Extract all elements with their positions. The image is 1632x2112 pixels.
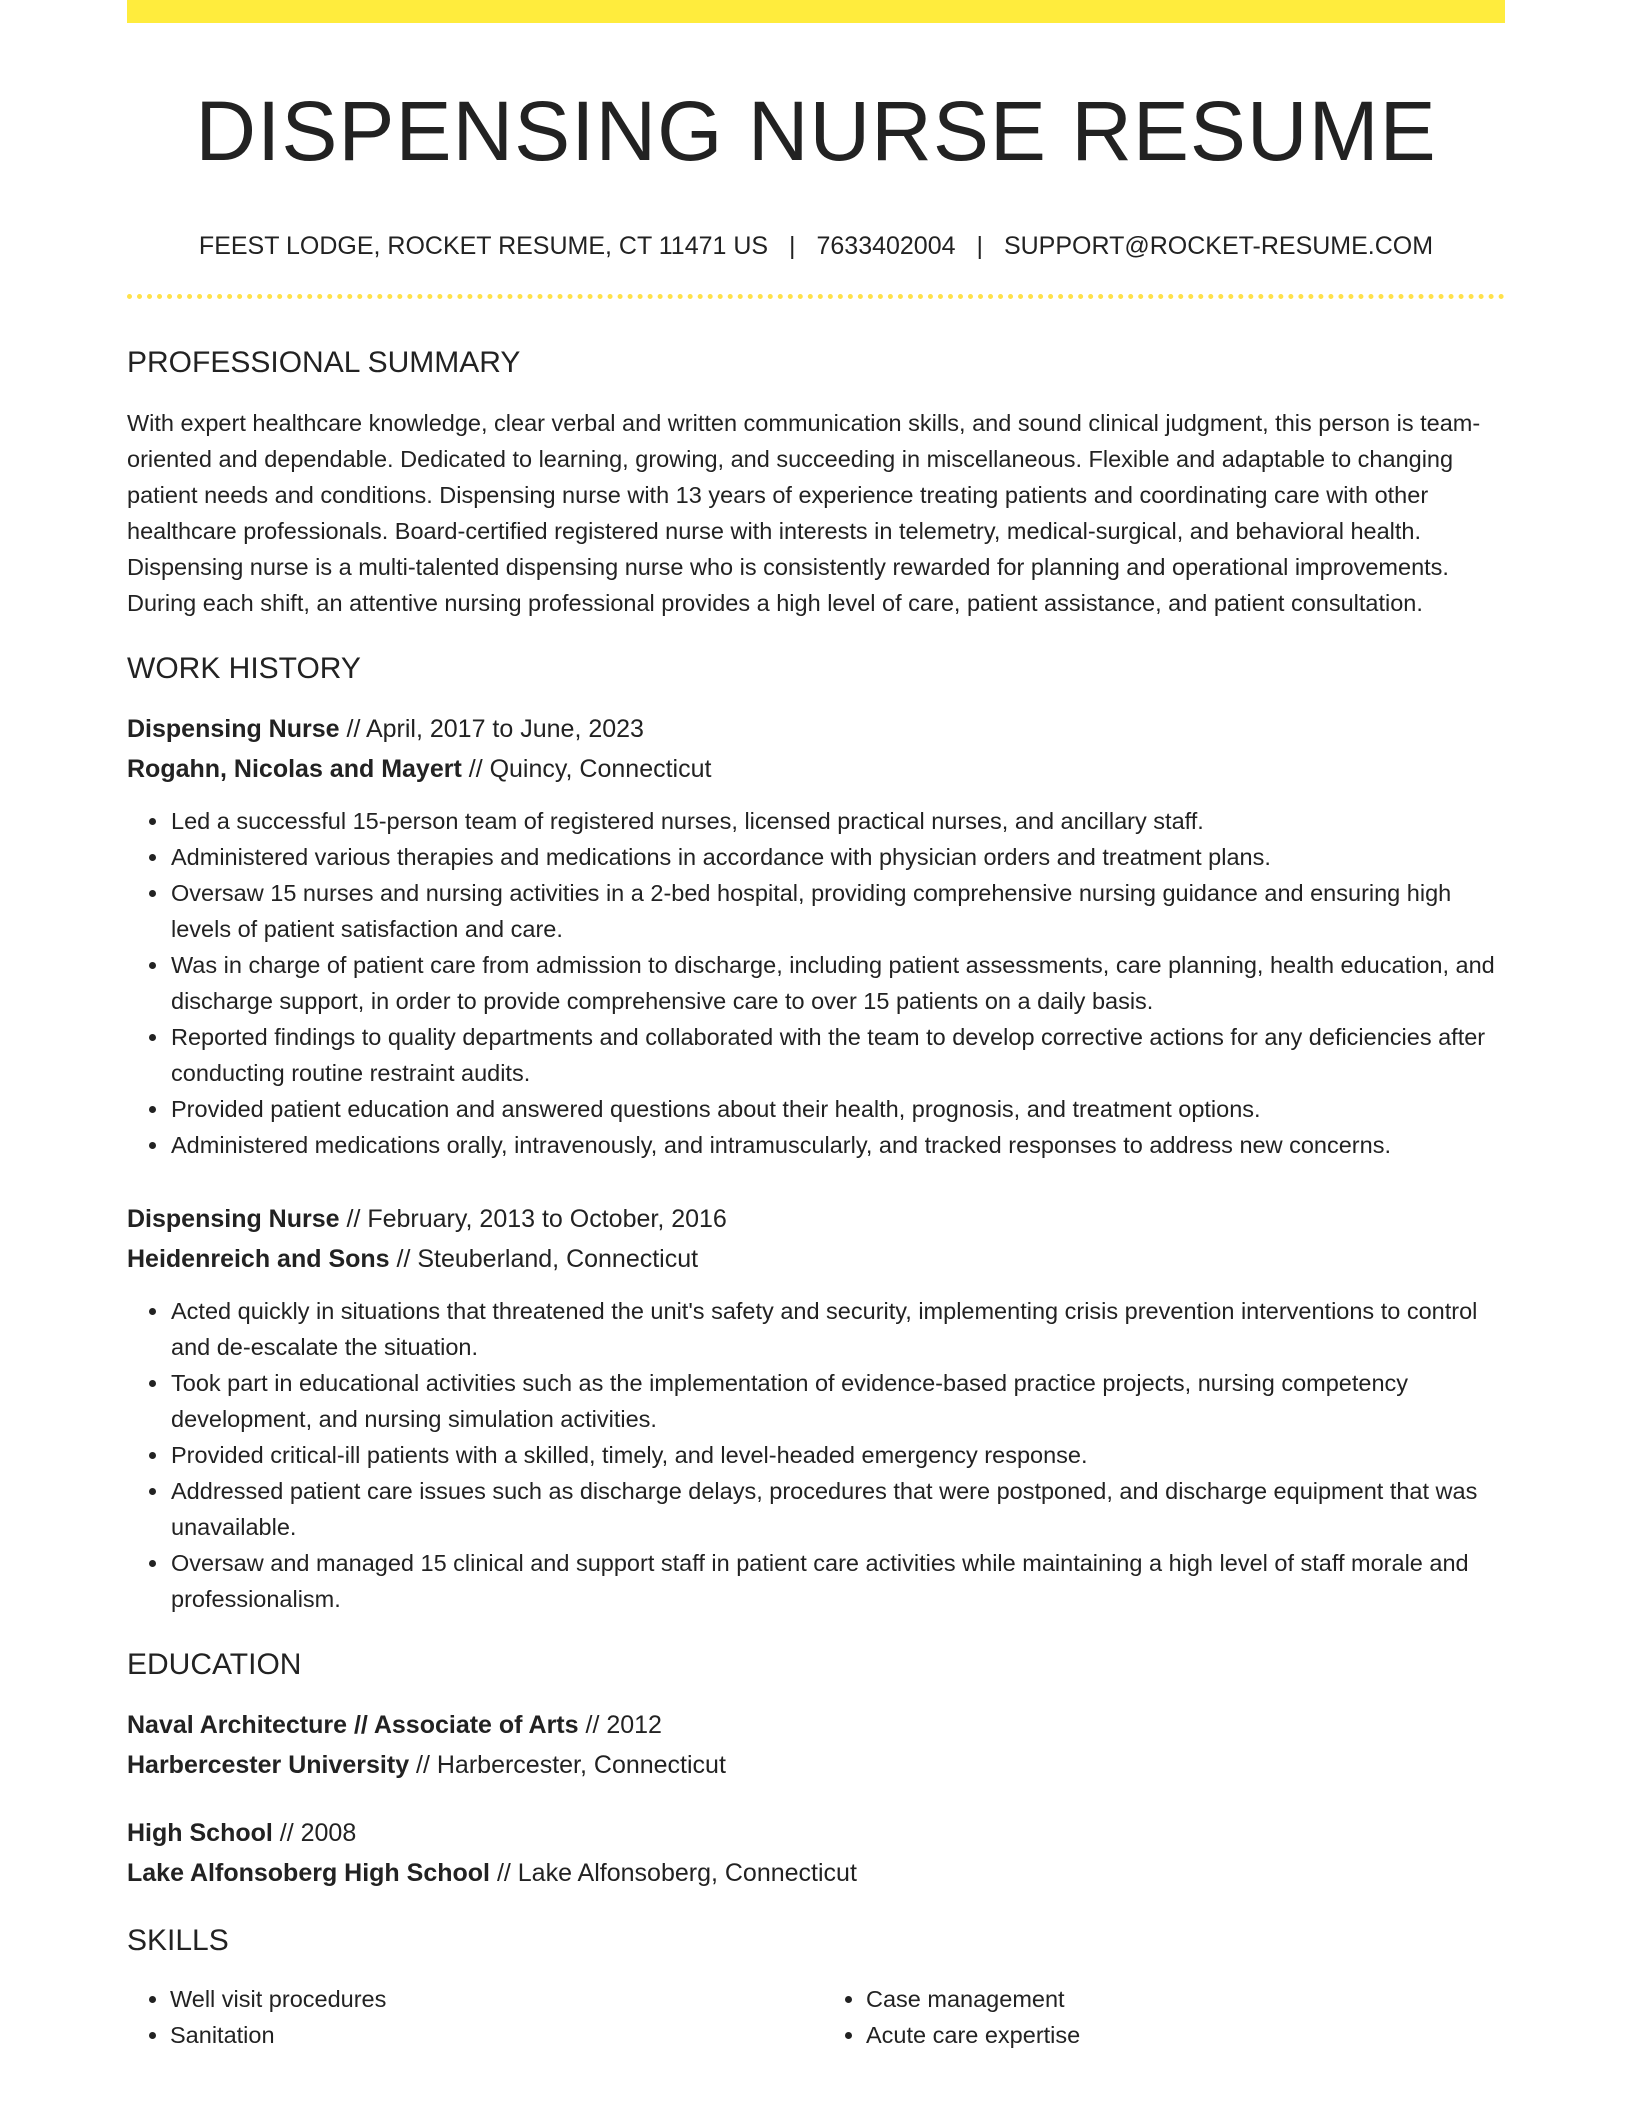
job-entry — [127, 709, 1505, 1163]
job-bullet: • Oversaw and managed 15 clinical and support staff in patient care activities while maintaining a high level of staff morale and professionalism. — [170, 1545, 1505, 1617]
skill-item: • Well visit procedures — [170, 1981, 816, 2017]
job-bullet: • Administered various therapies and medications in accordance with physician orders and treatment plans. — [170, 839, 1505, 875]
job-bullets — [127, 803, 1505, 1163]
education-school-line — [127, 1853, 1505, 1893]
job-bullet: • Took part in educational activities such as the implementation of evidence-based practice projects, nursing competency development, and nursing simulation activities. — [170, 1365, 1505, 1437]
job-bullet: • Reported findings to quality departments and collaborated with the team to develop corrective actions for any deficiencies after conducting routine restraint audits. — [170, 1019, 1505, 1091]
job-dates: // February, 2013 to October, 2016 — [339, 1205, 727, 1234]
work-history-section — [127, 651, 1505, 1617]
job-bullet: • Led a successful 15-person team of registered nurses, licensed practical nurses, and ancillary staff. — [170, 803, 1505, 839]
job-employer-line — [127, 1239, 1505, 1279]
skill-item: • Case management — [866, 1981, 1505, 2017]
job-employer: Rogahn, Nicolas and Mayert — [127, 755, 462, 784]
education-degree-line — [127, 1813, 1505, 1853]
education-school-line — [127, 1745, 1505, 1785]
education-degree-line — [127, 1705, 1505, 1745]
education-year: // 2008 — [272, 1819, 357, 1848]
skills-grid — [127, 1981, 1505, 2053]
skills-column-right — [816, 1981, 1505, 2053]
education-entry — [127, 1813, 1505, 1893]
job-bullet: • Addressed patient care issues such as discharge delays, procedures that were postponed, and discharge equipment that was unavailable. — [170, 1473, 1505, 1545]
job-bullet: • Provided patient education and answered questions about their health, prognosis, and treatment options. — [170, 1091, 1505, 1127]
job-bullet: • Acted quickly in situations that threatened the unit's safety and security, implementing crisis prevention interventions to control and de-escalate the situation. — [170, 1293, 1505, 1365]
section-heading-skills: SKILLS — [127, 1924, 229, 1958]
skills-section — [127, 1923, 1505, 2053]
contact-email: SUPPORT@ROCKET-RESUME.COM — [1003, 232, 1434, 261]
skills-column-left — [127, 1981, 816, 2053]
job-employer: Heidenreich and Sons — [127, 1245, 390, 1274]
job-bullet: • Provided critical-ill patients with a skilled, timely, and level-headed emergency response. — [170, 1437, 1505, 1473]
education-entry — [127, 1705, 1505, 1785]
job-title-line — [127, 1199, 1505, 1239]
job-bullet: • Was in charge of patient care from admission to discharge, including patient assessments, care planning, health education, and discharge support, in order to provide comprehensive care to over 15 patients on a daily basis. — [170, 947, 1505, 1019]
skill-item: • Acute care expertise — [866, 2017, 1505, 2053]
job-bullet: • Administered medications orally, intravenously, and intramuscularly, and tracked responses to address new concerns. — [170, 1127, 1505, 1163]
education-degree: High School — [127, 1819, 273, 1848]
resume-title: DISPENSING NURSE RESUME — [195, 84, 1437, 178]
job-location: // Steuberland, Connecticut — [389, 1245, 699, 1274]
job-title: Dispensing Nurse — [127, 715, 340, 744]
contact-info — [127, 231, 1505, 261]
contact-phone: 7633402004 — [816, 232, 956, 261]
job-dates: // April, 2017 to June, 2023 — [339, 715, 644, 744]
accent-top-bar — [127, 0, 1505, 23]
education-location: // Harbercester, Connecticut — [409, 1751, 726, 1780]
dotted-divider — [127, 294, 1505, 299]
education-school: Lake Alfonsoberg High School — [127, 1859, 490, 1888]
education-year: // 2012 — [578, 1711, 662, 1740]
section-heading-education: EDUCATION — [127, 1648, 302, 1682]
summary-text: With expert healthcare knowledge, clear verbal and written communication skills, and sound clinical judgment, this person is team-oriented and dependable. Dedicated to learning, growing, and succeeding in miscellaneous. Flexible and adaptable to changing patient needs and conditions. Dispensing nurse with 13 years of experience treating patients and coordinating care with other healthcare professionals. Board-certified registered nurse with interests in telemetry, medical-surgical, and behavioral health. Dispensing nurse is a multi-talented dispensing nurse who is consistently rewarded for planning and operational improvements. During each shift, an attentive nursing professional provides a high level of care, patient assistance, and patient consultation. — [127, 410, 1481, 617]
contact-separator: | — [976, 232, 983, 261]
job-location: // Quincy, Connecticut — [461, 755, 712, 784]
skill-item: • Sanitation — [170, 2017, 816, 2053]
contact-separator: | — [789, 232, 796, 261]
job-employer-line — [127, 749, 1505, 789]
section-heading-summary: PROFESSIONAL SUMMARY — [127, 346, 521, 380]
education-section — [127, 1647, 1505, 1893]
contact-address: FEEST LODGE, ROCKET RESUME, CT 11471 US — [198, 232, 769, 261]
job-bullets — [127, 1293, 1505, 1617]
job-entry — [127, 1199, 1505, 1617]
job-title: Dispensing Nurse — [127, 1205, 340, 1234]
section-heading-work-history: WORK HISTORY — [127, 652, 361, 686]
education-location: // Lake Alfonsoberg, Connecticut — [490, 1859, 857, 1888]
education-degree: Naval Architecture // Associate of Arts — [127, 1711, 579, 1740]
job-bullet: • Oversaw 15 nurses and nursing activities in a 2-bed hospital, providing comprehensive nursing guidance and ensuring high levels of patient satisfaction and care. — [170, 875, 1505, 947]
summary-section — [127, 345, 1505, 621]
education-school: Harbercester University — [127, 1751, 410, 1780]
job-title-line — [127, 709, 1505, 749]
